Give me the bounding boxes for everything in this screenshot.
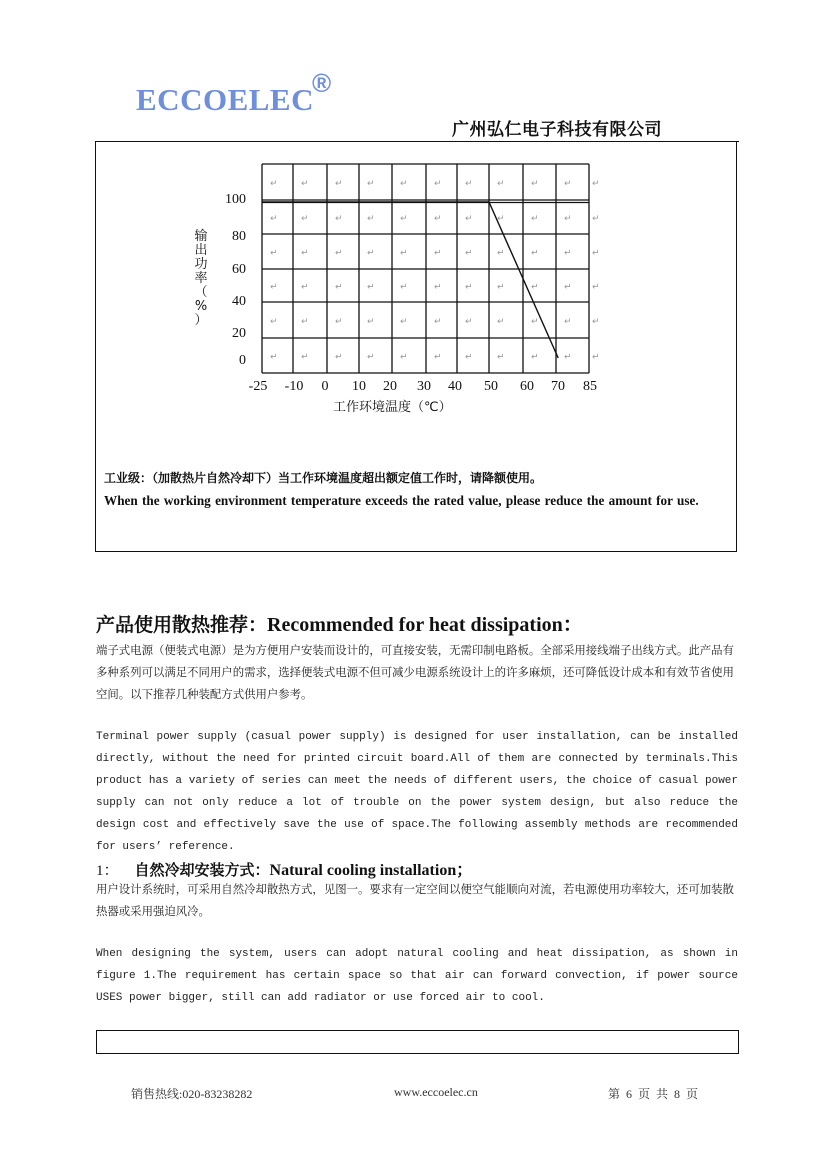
y-axis-title-char: ） [194,313,208,328]
y-axis-title-char: 出 [194,243,208,258]
cell-marker: ↵ [465,352,473,363]
cell-marker: ↵ [270,282,278,293]
cell-marker: ↵ [564,352,572,363]
y-tick-label: 60 [232,262,246,277]
x-axis-title: 工作环境温度（℃） [333,400,452,415]
cell-marker: ↵ [592,282,600,293]
section-heading [96,608,583,637]
cell-marker: ↵ [301,248,309,259]
cell-marker: ↵ [497,214,505,224]
method-number: 1： [96,863,119,879]
cell-marker: ↵ [400,282,408,293]
cell-marker: ↵ [434,179,442,189]
cell-marker: ↵ [497,179,505,189]
cell-marker: ↵ [531,317,539,327]
cell-marker: ↵ [335,317,343,327]
x-tick-labels [249,379,597,394]
cell-marker: ↵ [270,248,278,259]
series-lines [262,202,558,358]
cell-marker: ↵ [592,248,600,259]
cell-marker: ↵ [564,317,572,327]
method-1-heading-en: Natural cooling installation； [269,862,473,879]
y-tick-label: 40 [232,294,246,309]
cell-marker: ↵ [335,214,343,224]
cell-marker: ↵ [564,214,572,224]
y-axis-title-char: % [194,299,208,314]
x-tick-label: 85 [583,379,597,394]
cell-marker: ↵ [335,248,343,259]
cell-marker: ↵ [301,282,309,293]
cell-marker: ↵ [465,282,473,293]
cell-marker: ↵ [270,317,278,327]
cell-marker: ↵ [434,214,442,224]
x-tick-label: 40 [448,379,462,394]
company-logo: ECCOELEC [136,82,314,117]
cell-marker: ↵ [465,248,473,259]
y-tick-labels [225,192,246,368]
cell-marker: ↵ [301,179,309,189]
y-tick-label: 80 [232,229,246,244]
cell-marker: ↵ [497,282,505,293]
y-axis-title-char: 率 [194,271,208,286]
cell-marker: ↵ [367,317,375,327]
intro-paragraph-en: Terminal power supply (casual power supply) is designed for user installation, can be installed directly, without the need for printed circuit board.All of them are connected by terminals.This product has a variety of series can meet the needs of different users, the choice of casual power supply can not only reduce a lot of trouble on the power system design, but also reduce the design cost and effectively save the use of space.The following assembly methods are recommended for users’ reference. [96,731,738,853]
cell-marker: ↵ [400,317,408,327]
cell-marker: ↵ [564,248,572,259]
cell-marker: ↵ [367,179,375,189]
cell-marker: ↵ [400,248,408,259]
y-tick-label: 100 [225,192,246,207]
cell-marker: ↵ [367,352,375,363]
cell-marker: ↵ [301,317,309,327]
method-1-paragraph-cn: 用户设计系统时，可采用自然冷却散热方式，见图一。要求有一定空间以便空气能顺向对流，若电源使用功率较大，还可加装散热器或采用强迫风冷。 [96,882,734,918]
cell-marker: ↵ [592,317,600,327]
cell-marker: ↵ [400,352,408,363]
cell-marker: ↵ [335,352,343,363]
cell-marker: ↵ [497,317,505,327]
x-tick-label: 0 [321,379,329,394]
cell-marker: ↵ [465,179,473,189]
cell-marker: ↵ [270,179,278,189]
cell-marker: ↵ [301,214,309,224]
cell-marker: ↵ [564,179,572,189]
cell-marker: ↵ [531,179,539,189]
cell-marker: ↵ [592,352,600,363]
x-tick-label: -25 [248,379,268,394]
y-tick-label: 20 [232,326,246,341]
section-heading-en: Recommended for heat dissipation： [267,614,583,636]
cell-marker: ↵ [434,317,442,327]
cell-marker: ↵ [497,352,505,363]
cell-marker: ↵ [367,248,375,259]
footer-page-number: 第 6 页 共 8 页 [608,1087,699,1101]
derating-chart [0,0,827,430]
x-tick-label: 20 [383,379,397,394]
cell-marker: ↵ [465,214,473,224]
derating-note-cn: 工业级：（加散热片自然冷却下）当工作环境温度超出额定值工作时，请降额使用。 [104,471,543,485]
x-tick-label: -10 [284,379,304,394]
cell-marker: ↵ [335,282,343,293]
cell-marker: ↵ [434,248,442,259]
footer-hotline: 销售热线:020-83238282 [131,1087,253,1101]
cell-marker: ↵ [270,352,278,363]
cell-marker: ↵ [270,214,278,224]
company-name: 广州弘仁电子科技有限公司 [452,120,662,140]
cell-marker: ↵ [301,352,309,363]
method-1-heading-cn: 自然冷却安装方式： [134,861,270,879]
cell-marker: ↵ [531,352,539,363]
cell-marker: ↵ [400,214,408,224]
registered-mark: ® [312,68,332,98]
chart-grid [262,164,589,373]
cell-marker: ↵ [497,248,505,259]
cell-marker: ↵ [335,179,343,189]
cell-marker: ↵ [592,214,600,224]
x-tick-label: 60 [520,379,534,394]
figure-frame [96,1030,739,1054]
y-axis-title [194,228,207,328]
cell-markers [270,179,600,363]
section-heading-cn: 产品使用散热推荐： [96,614,268,636]
cell-marker: ↵ [400,179,408,189]
method-1-paragraph-en: When designing the system, users can adopt natural cooling and heat dissipation, as shown in figure 1.The requirement has certain space so that air can forward convection, if power source USES power bigger, still can add radiator or use forced air to cool. [96,948,738,1004]
y-axis-title-char: 功 [194,257,208,272]
footer-website-link[interactable]: www.eccoelec.cn [394,1085,478,1099]
cell-marker: ↵ [434,352,442,363]
cell-marker: ↵ [564,282,572,293]
cell-marker: ↵ [592,179,600,189]
cell-marker: ↵ [465,317,473,327]
x-tick-label: 70 [551,379,565,394]
x-tick-label: 50 [484,379,498,394]
cell-marker: ↵ [531,282,539,293]
series-line-derating [262,202,558,358]
intro-paragraph-cn: 端子式电源（便装式电源）是为方便用户安装而设计的，可直接安装，无需印制电路板。全部采用接线端子出线方式。此产品有多种系列可以满足不同用户的需求，选择便装式电源不但可减少电源系统设计上的许多麻烦，还可降低设计成本和有效节省使用空间。以下推荐几种装配方式供用户参考。 [96,643,734,701]
y-axis-title-char: 输 [194,229,208,244]
derating-note-en: When the working environment temperature exceeds the rated value, please reduce the amount for use. [104,493,699,508]
cell-marker: ↵ [531,214,539,224]
y-axis-title-char: （ [194,285,208,300]
x-tick-label: 10 [352,379,366,394]
cell-marker: ↵ [367,282,375,293]
x-tick-label: 30 [417,379,431,394]
cell-marker: ↵ [367,214,375,224]
y-tick-label: 0 [239,353,246,368]
cell-marker: ↵ [434,282,442,293]
method-1-heading [96,857,472,880]
cell-marker: ↵ [531,248,539,259]
